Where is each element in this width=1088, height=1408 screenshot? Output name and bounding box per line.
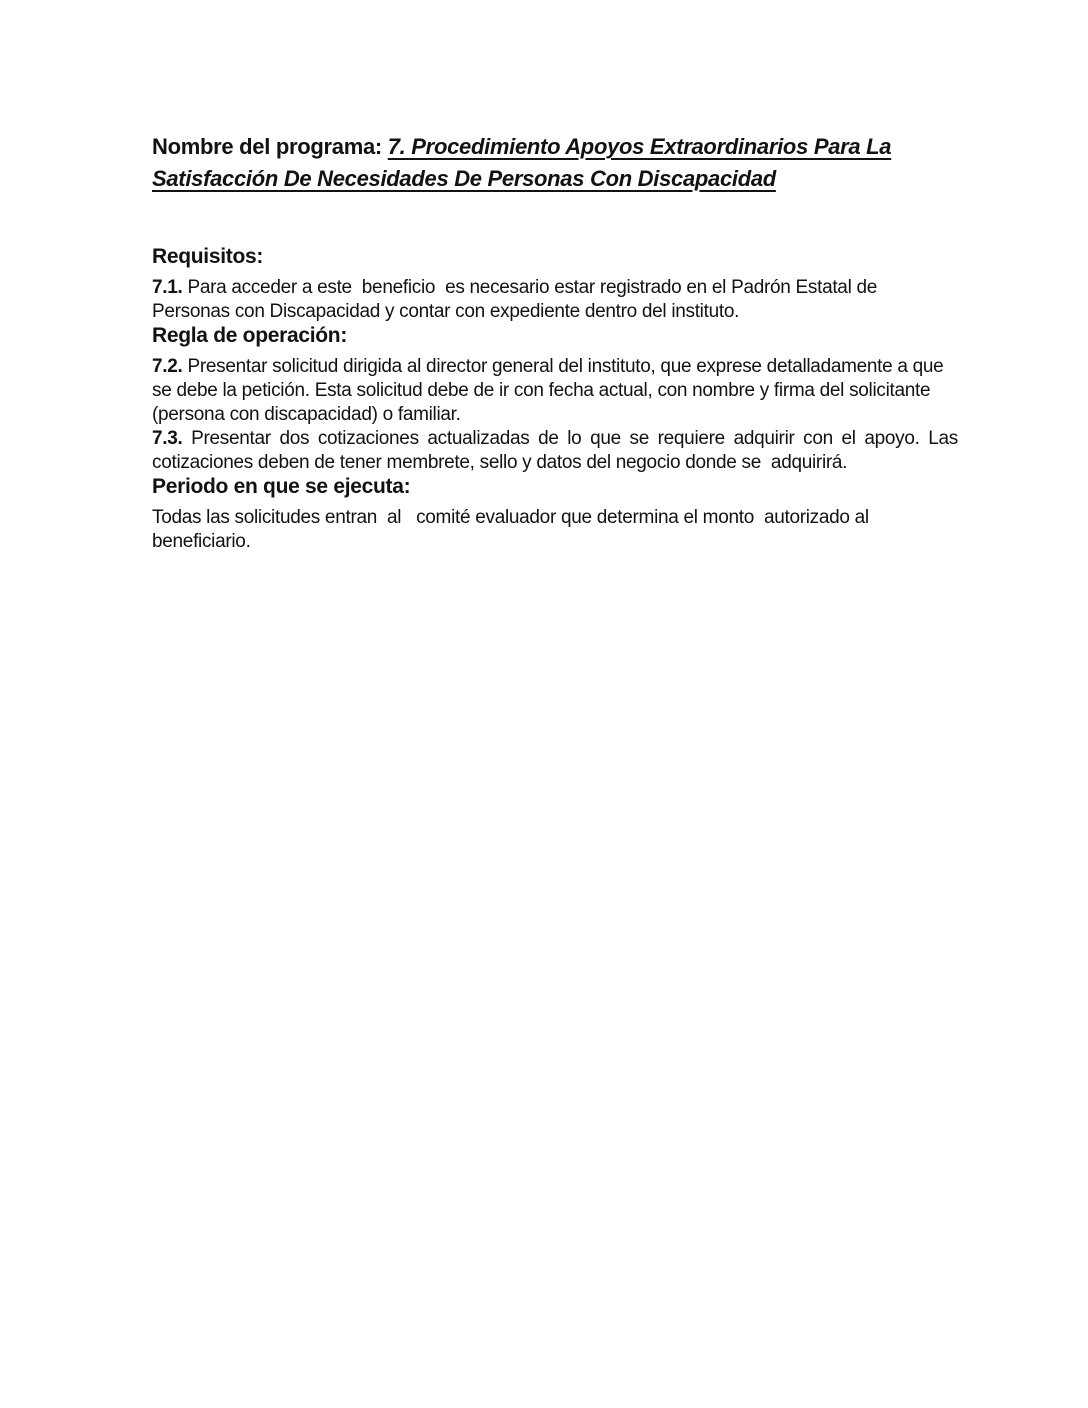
title-prefix: Nombre del programa: [152,134,388,159]
section-heading-periodo: Periodo en que se ejecuta: [152,475,411,498]
paragraph-7-1 [152,276,958,324]
section-heading-regla-de-operacion: Regla de operación: [152,324,348,347]
page-title [152,131,958,195]
paragraph-7-2-text: Presentar solicitud dirigida al director general del instituto, que exprese detalladamente a que se debe la petición. Esta solicitud debe de ir con fecha actual, con nombre y firma del solicitante (persona con discapacidad) o familiar. [152,356,944,425]
paragraph-7-2-number: 7.2. [152,356,183,377]
paragraph-periodo [152,506,958,554]
paragraph-7-3-number: 7.3. [152,428,183,449]
title-program-name: 7. Procedimiento Apoyos Extraordinarios Para La Satisfacción De Necesidades De Personas Con Discapacidad [152,134,892,191]
paragraph-7-1-number: 7.1. [152,277,183,298]
paragraph-7-2 [152,355,958,427]
paragraph-periodo-text: Todas las solicitudes entran al comité evaluador que determina el monto autorizado al beneficiario. [152,507,869,552]
paragraph-7-1-text: Para acceder a este beneficio es necesario estar registrado en el Padrón Estatal de Personas con Discapacidad y contar con expediente dentro del instituto. [152,277,878,322]
paragraph-7-3 [152,427,958,475]
section-heading-requisitos: Requisitos: [152,245,264,268]
paragraph-7-3-text: Presentar dos cotizaciones actualizadas de lo que se requiere adquirir con el apoyo. Las cotizaciones deben de tener membrete, sello y datos del negocio donde se adquirirá. [152,428,958,473]
